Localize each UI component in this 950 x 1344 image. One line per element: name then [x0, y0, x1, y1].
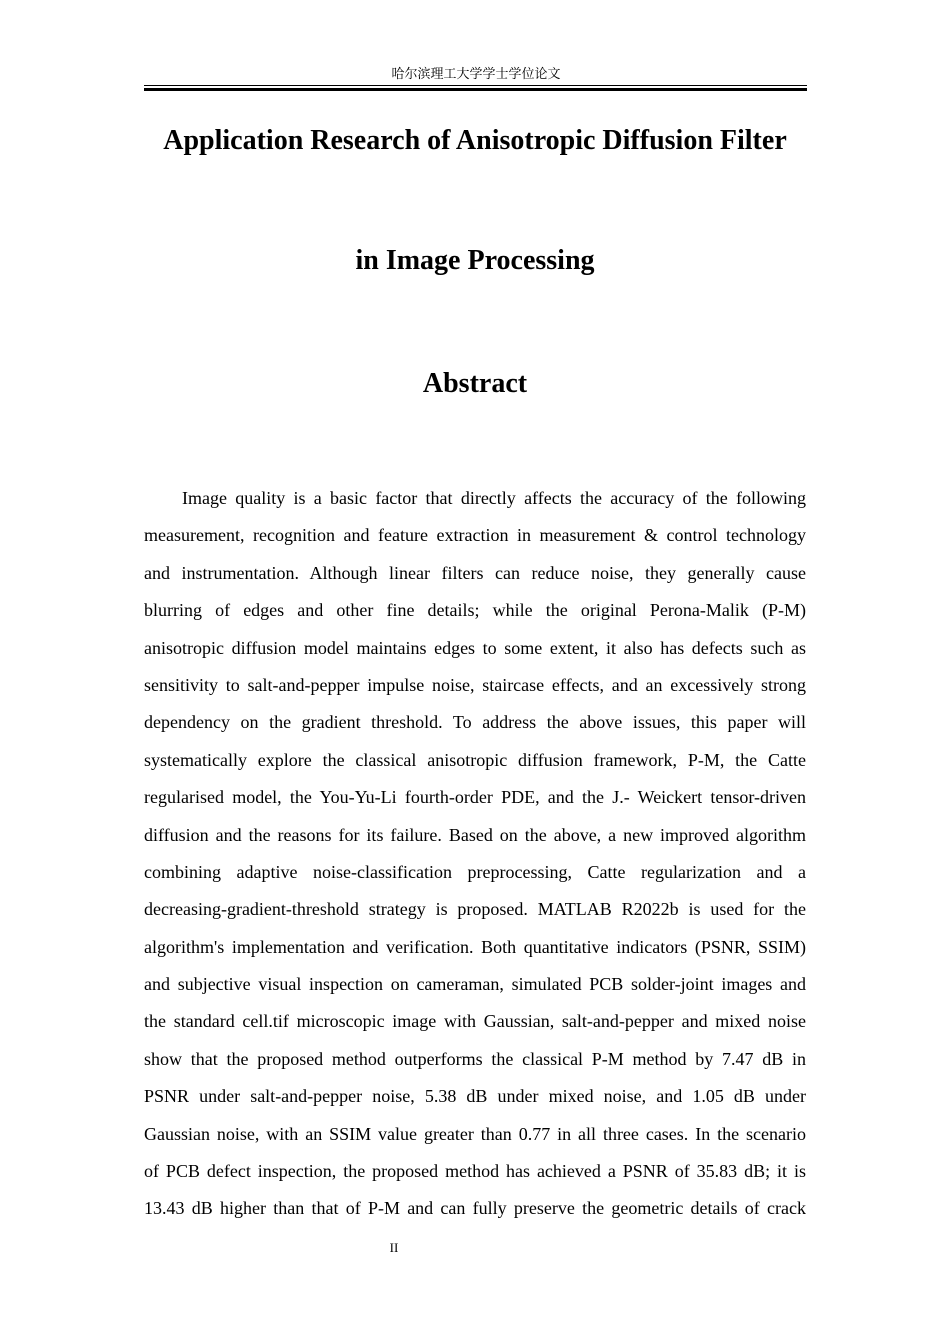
running-header: 哈尔滨理工大学学士学位论文	[391, 67, 561, 82]
abstract-line: systematically explore the classical anisotropic diffusion framework, P-M, the Catte	[144, 749, 806, 770]
abstract-line: PSNR under salt-and-pepper noise, 5.38 dB under mixed noise, and 1.05 dB under	[144, 1086, 806, 1107]
abstract-line: show that the proposed method outperforms the classical P-M method by 7.47 dB in	[144, 1048, 806, 1069]
abstract-line: regularised model, the You-Yu-Li fourth-order PDE, and the J.- Weickert tensor-driven	[144, 787, 806, 808]
paper-title-line-1: Application Research of Anisotropic Diffusion Filter	[163, 125, 787, 156]
abstract-line: and subjective visual inspection on cameraman, simulated PCB solder-joint images and	[144, 974, 806, 995]
header-rule-thin	[144, 85, 807, 86]
abstract-heading: Abstract	[422, 368, 528, 399]
abstract-line: of PCB defect inspection, the proposed method has achieved a PSNR of 35.83 dB; it is	[144, 1161, 806, 1182]
abstract-line: 13.43 dB higher than that of P-M and can fully preserve the geometric details of crack	[144, 1198, 806, 1219]
header-rule-thick	[144, 88, 807, 91]
abstract-line: anisotropic diffusion model maintains edges to some extent, it also has defects such as	[144, 637, 806, 658]
abstract-line: Image quality is a basic factor that directly affects the accuracy of the following	[182, 488, 806, 508]
abstract-line: sensitivity to salt-and-pepper impulse noise, staircase effects, and an excessively strong	[144, 674, 806, 695]
abstract-line: diffusion and the reasons for its failure. Based on the above, a new improved algorithm	[144, 824, 806, 845]
abstract-line: blurring of edges and other fine details; while the original Perona-Malik (P-M)	[144, 600, 806, 621]
abstract-line: combining adaptive noise-classification preprocessing, Catte regularization and a	[144, 861, 806, 882]
abstract-line: decreasing-gradient-threshold strategy is proposed. MATLAB R2022b is used for the	[144, 899, 806, 920]
abstract-line: and instrumentation. Although linear filters can reduce noise, they generally cause	[144, 562, 806, 583]
abstract-line: Gaussian noise, with an SSIM value greater than 0.77 in all three cases. In the scenario	[144, 1123, 806, 1144]
abstract-line: algorithm's implementation and verification. Both quantitative indicators (PSNR, SSIM)	[144, 936, 806, 957]
abstract-line: measurement, recognition and feature extraction in measurement & control technology	[144, 525, 806, 546]
abstract-body	[144, 480, 806, 1228]
abstract-line: dependency on the gradient threshold. To address the above issues, this paper will	[144, 712, 806, 733]
page-number: II	[389, 1240, 399, 1255]
abstract-line: the standard cell.tif microscopic image with Gaussian, salt-and-pepper and mixed noise	[144, 1011, 806, 1032]
paper-title-line-2: in Image Processing	[355, 245, 595, 276]
